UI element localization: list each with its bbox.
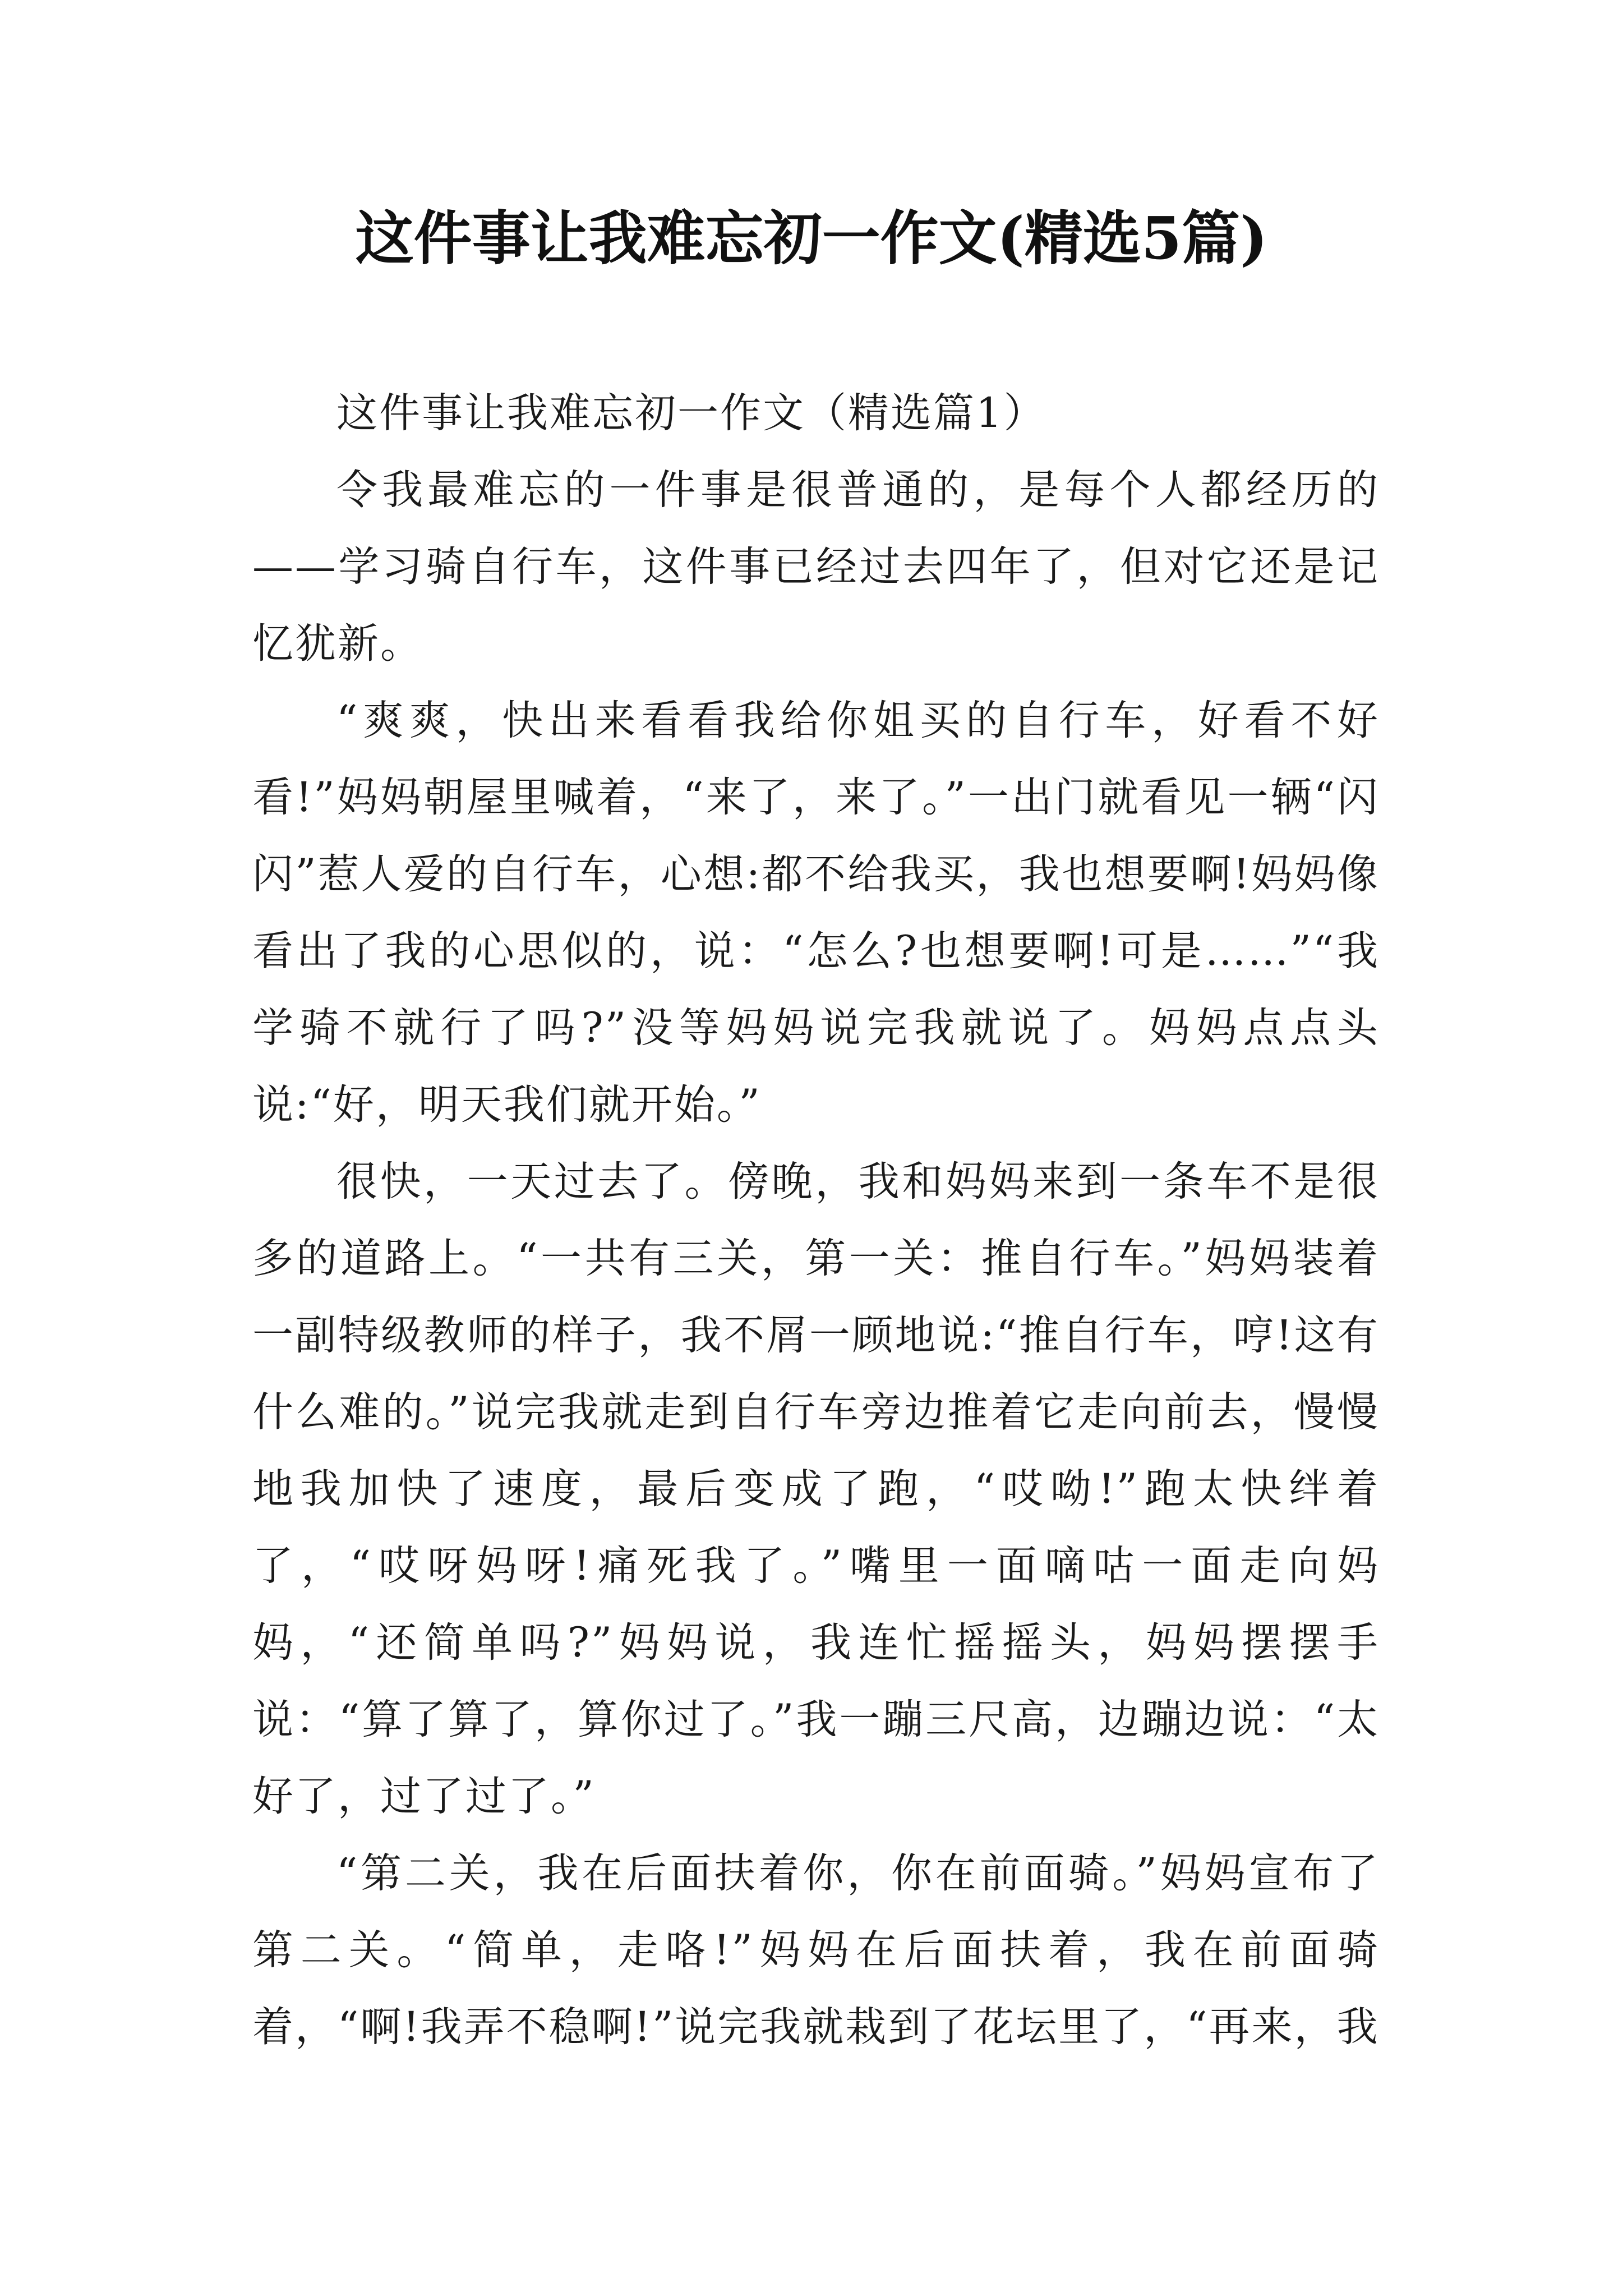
document-body [252, 375, 1380, 2065]
paragraph: “第二关，我在后面扶着你，你在前面骑。”妈妈宣布了第二关。“简单，走咯!”妈妈在后面扶着，我在前面骑着，“啊!我弄不稳啊!”说完我就栽到了花坛里了，“再来，我 [252, 1849, 1380, 2051]
document-title: 这件事让我难忘初一作文(精选5篇) [355, 204, 1268, 273]
paragraph: “爽爽，快出来看看我给你姐买的自行车，好看不好看!”妈妈朝屋里喊着，“来了，来了。”一出门就看见一辆“闪闪”惹人爱的自行车，心想:都不给我买，我也想要啊!妈妈像看出了我的心思似的，说：“怎么?也想要啊!可是……”“我学骑不就行了吗?”没等妈妈说完我就说了。妈妈点点头说:“好，明天我们就开始。” [252, 697, 1380, 1129]
section-heading: 这件事让我难忘初一作文（精选篇1） [336, 389, 1046, 437]
paragraph: 令我最难忘的一件事是很普通的，是每个人都经历的——学习骑自行车，这件事已经过去四年了，但对它还是记忆犹新。 [252, 466, 1380, 668]
paragraph: 很快，一天过去了。傍晚，我和妈妈来到一条车不是很多的道路上。“一共有三关，第一关：推自行车。”妈妈装着一副特级教师的样子，我不屑一顾地说:“推自行车，哼!这有什么难的。”说完我就走到自行车旁边推着它走向前去，慢慢地我加快了速度，最后变成了跑，“哎呦!”跑太快绊着了，“哎呀妈呀!痛死我了。”嘴里一面嘀咕一面走向妈妈，“还简单吗?”妈妈说，我连忙摇摇头，妈妈摆摆手说：“算了算了，算你过了。”我一蹦三尺高，边蹦边说：“太好了，过了过了。” [252, 1158, 1380, 1820]
